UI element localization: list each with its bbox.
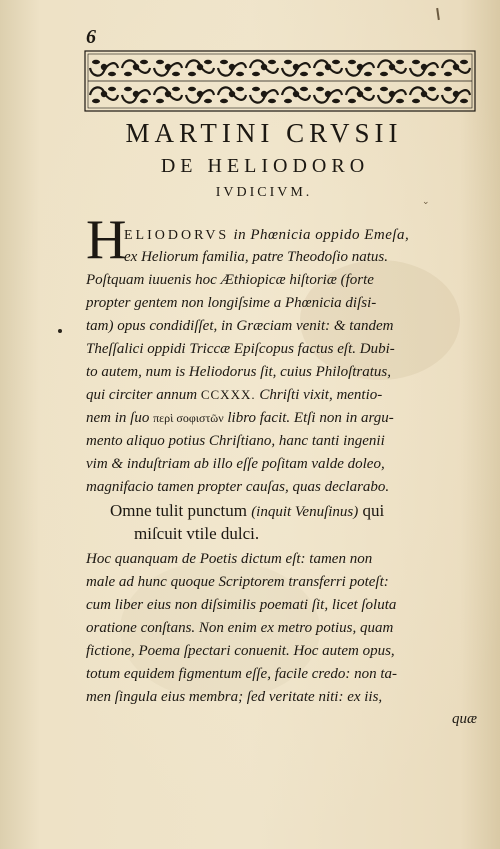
text-line: ELIODORVS in Phœnicia oppido Emeſa, [124, 227, 410, 243]
text-line: qui circiter annum CCXXX. Chriſti vixit, mentio- [86, 387, 383, 403]
text-line: male ad hunc quoque Scriptorem transferri poteſt: [86, 574, 389, 590]
subject-heading: DE HELIODORO [160, 155, 370, 177]
text-line: tam) opus condidiſſet, in Græciam venit: & tandem [86, 318, 394, 334]
ink-mark [436, 8, 440, 20]
decorative-headpiece [84, 50, 476, 112]
fleuron-ornament [154, 87, 182, 103]
fleuron-ornament [90, 60, 118, 76]
text-line: nem in ſuo περὶ σοφιστῶν libro facit. Etſi non in argu- [86, 410, 394, 426]
fleuron-ornament [218, 87, 246, 103]
fleuron-ornament [218, 60, 246, 76]
fleuron-ornament [154, 60, 182, 76]
fleuron-ornament [314, 87, 342, 103]
fleuron-ornament [378, 87, 406, 103]
text-line: to autem, num is Heliodorus ſit, cuius Philoſtratus, [86, 364, 392, 380]
fleuron-ornament [410, 87, 438, 103]
text-line: propter gentem non longiſsime a Phœnicia diſsi- [86, 295, 377, 311]
text-line: oratione conſtans. Non enim ex metro potius, quam [86, 620, 394, 636]
author-heading: MARTINI CRVSII [125, 118, 403, 148]
text-line: Theſſalici oppidi Triccæ Epiſcopus factus eſt. Dubi- [86, 341, 395, 357]
text-line: ex Heliorum familia, patre Theodoſio natus. [124, 249, 389, 265]
text-line: totum equidem figmentum eſſe, facile credo: non ta- [86, 666, 398, 682]
text-line: Poſtquam iuuenis hoc Æthiopicæ hiſtoriæ (forte [86, 272, 374, 288]
fleuron-ornament [346, 60, 374, 76]
margin-mark: ⌄ [422, 196, 430, 206]
text-line: cum liber eius non diſsimilis poemati ſit, licet ſoluta [86, 597, 397, 613]
quote-line: miſcuit vtile dulci. [134, 524, 260, 543]
page-number: 6 [86, 26, 96, 48]
fleuron-ornament [378, 60, 406, 76]
fleuron-ornament [346, 87, 374, 103]
fleuron-ornament [282, 87, 310, 103]
fleuron-ornament [122, 60, 150, 76]
fleuron-ornament [410, 60, 438, 76]
text-line: vim & induſtriam ab illo eſſe poſitam valde doleo, [86, 456, 385, 472]
fleuron-ornament [442, 87, 470, 103]
fleuron-ornament [282, 60, 310, 76]
fleuron-ornament [90, 87, 118, 103]
judgment-heading: IVDICIVM. [215, 185, 313, 200]
catchword: quæ [452, 711, 478, 727]
fleuron-ornament [250, 87, 278, 103]
margin-dot [58, 329, 62, 333]
fleuron-ornament [250, 60, 278, 76]
fleuron-ornament [314, 60, 342, 76]
text-line: men ſingula eius membra; ſed veritate niti: ex iis, [86, 689, 383, 705]
fleuron-ornament [122, 87, 150, 103]
text-line: fictione, Poema ſpectari conuenit. Hoc autem opus, [86, 643, 395, 659]
text-line: magnifacio tamen propter cauſas, quas declarabo. [86, 479, 390, 495]
fleuron-ornament [186, 60, 214, 76]
quote-line: Omne tulit punctum (inquit Venuſinus) qui [110, 501, 385, 520]
fleuron-ornament [442, 60, 470, 76]
fleuron-ornament [186, 87, 214, 103]
text-line: mento aliquo potius Chriſtiano, hanc tanti ingenii [86, 433, 385, 449]
drop-capital: H [86, 209, 127, 271]
text-line: Hoc quanquam de Poetis dictum eſt: tamen non [86, 551, 373, 567]
